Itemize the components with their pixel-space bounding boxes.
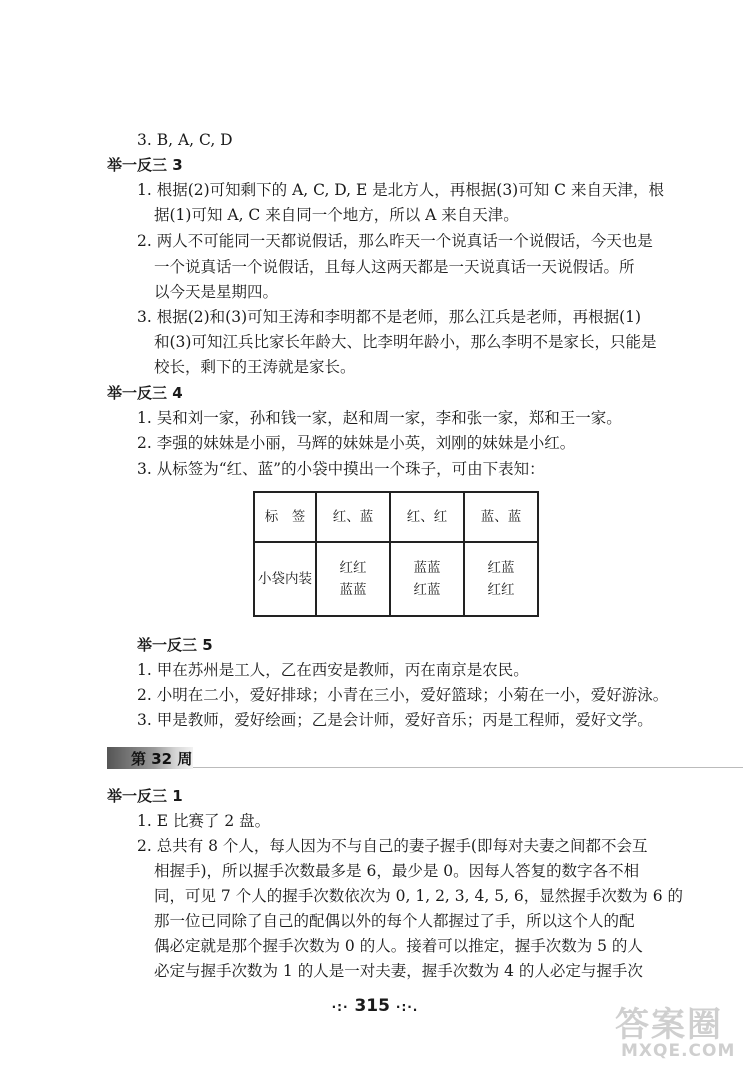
table-row [254, 542, 538, 616]
answer-line: 必定与握手次数为 1 的人是一对夫妻，握手次数为 4 的人必定与握手次 [154, 962, 643, 980]
answer-line: 3. 从标签为“红、蓝”的小袋中摸出一个珠子，可由下表知： [137, 460, 545, 478]
section-heading: 举一反三 3 [107, 156, 183, 174]
answer-line: 2. 小明在二小，爱好排球；小青在三小，爱好篮球；小菊在一小，爱好游泳。 [137, 686, 669, 704]
watermark-url: MXQE.COM [621, 1041, 736, 1061]
table-cell: 蓝蓝 红蓝 [390, 542, 464, 616]
answer-line: 同，可见 7 个人的握手次数依次为 0, 1, 2, 3, 4, 5, 6，显然握手次数为 6 的 [154, 887, 684, 905]
section-heading: 举一反三 1 [107, 787, 183, 805]
section-heading: 举一反三 5 [137, 636, 213, 654]
answer-line: 3. 根据(2)和(3)可知王涛和李明都不是老师，那么江兵是老师，再根据(1) [137, 308, 642, 326]
answer-line: 3. B, A, C, D [137, 131, 233, 149]
table-row-header: 标 签 [254, 492, 316, 542]
answer-line: 偶必定就是那个握手次数为 0 的人。接着可以推定，握手次数为 5 的人 [154, 937, 643, 955]
week-title: 第 32 周 [131, 750, 193, 768]
answer-line: 那一位已同除了自己的配偶以外的每个人都握过了手，所以这个人的配 [154, 912, 635, 930]
answer-line: 1. E 比赛了 2 盘。 [137, 812, 271, 830]
answer-line: 据(1)可知 A, C 来自同一个地方，所以 A 来自天津。 [154, 206, 519, 224]
answer-line: 校长，剩下的王涛就是家长。 [154, 358, 356, 376]
watermark-logo [607, 997, 742, 1067]
watermark-text: 答案圈 [615, 1005, 723, 1045]
bead-bag-table [253, 491, 539, 617]
table-cell: 红蓝 红红 [464, 542, 538, 616]
answer-line: 3. 甲是教师，爱好绘画；乙是会计师，爱好音乐；丙是工程师，爱好文学。 [137, 711, 653, 729]
week-banner [107, 747, 193, 769]
table-cell: 红、蓝 [316, 492, 390, 542]
page-dots-left: ·:· [331, 1000, 349, 1014]
section-heading: 举一反三 4 [107, 384, 183, 402]
answer-line: 一个说真话一个说假话，且每人这两天都是一天说真话一天说假话。所 [154, 258, 635, 276]
answer-line: 1. 吴和刘一家，孙和钱一家，赵和周一家，李和张一家，郑和王一家。 [137, 409, 622, 427]
answer-line: 2. 总共有 8 个人，每人因为不与自己的妻子握手(即每对夫妻之间都不会互 [137, 837, 648, 855]
answer-line: 1. 甲在苏州是工人，乙在西安是教师，丙在南京是农民。 [137, 661, 529, 679]
page-number-value: 315 [354, 996, 390, 1016]
answer-line: 以今天是星期四。 [154, 283, 279, 301]
answer-line: 2. 李强的妹妹是小丽，马辉的妹妹是小英，刘刚的妹妹是小红。 [137, 434, 576, 452]
table-row-header: 小袋内装 [254, 542, 316, 616]
answer-line: 1. 根据(2)可知剩下的 A, C, D, E 是北方人，再根据(3)可知 C 来自天津，根 [137, 181, 664, 199]
table-cell: 红、红 [390, 492, 464, 542]
table-cell: 红红 蓝蓝 [316, 542, 390, 616]
table-row [254, 492, 538, 542]
divider [193, 767, 743, 768]
page-dots-right: ·:·. [395, 1000, 419, 1014]
answer-line: 相握手)，所以握手次数最多是 6，最少是 0。因每人答复的数字各不相 [154, 862, 640, 880]
answer-line: 2. 两人不可能同一天都说假话，那么昨天一个说真话一个说假话，今天也是 [137, 232, 653, 250]
table-cell: 蓝、蓝 [464, 492, 538, 542]
answer-line: 和(3)可知江兵比家长年龄大、比李明年龄小，那么李明不是家长，只能是 [154, 333, 657, 351]
